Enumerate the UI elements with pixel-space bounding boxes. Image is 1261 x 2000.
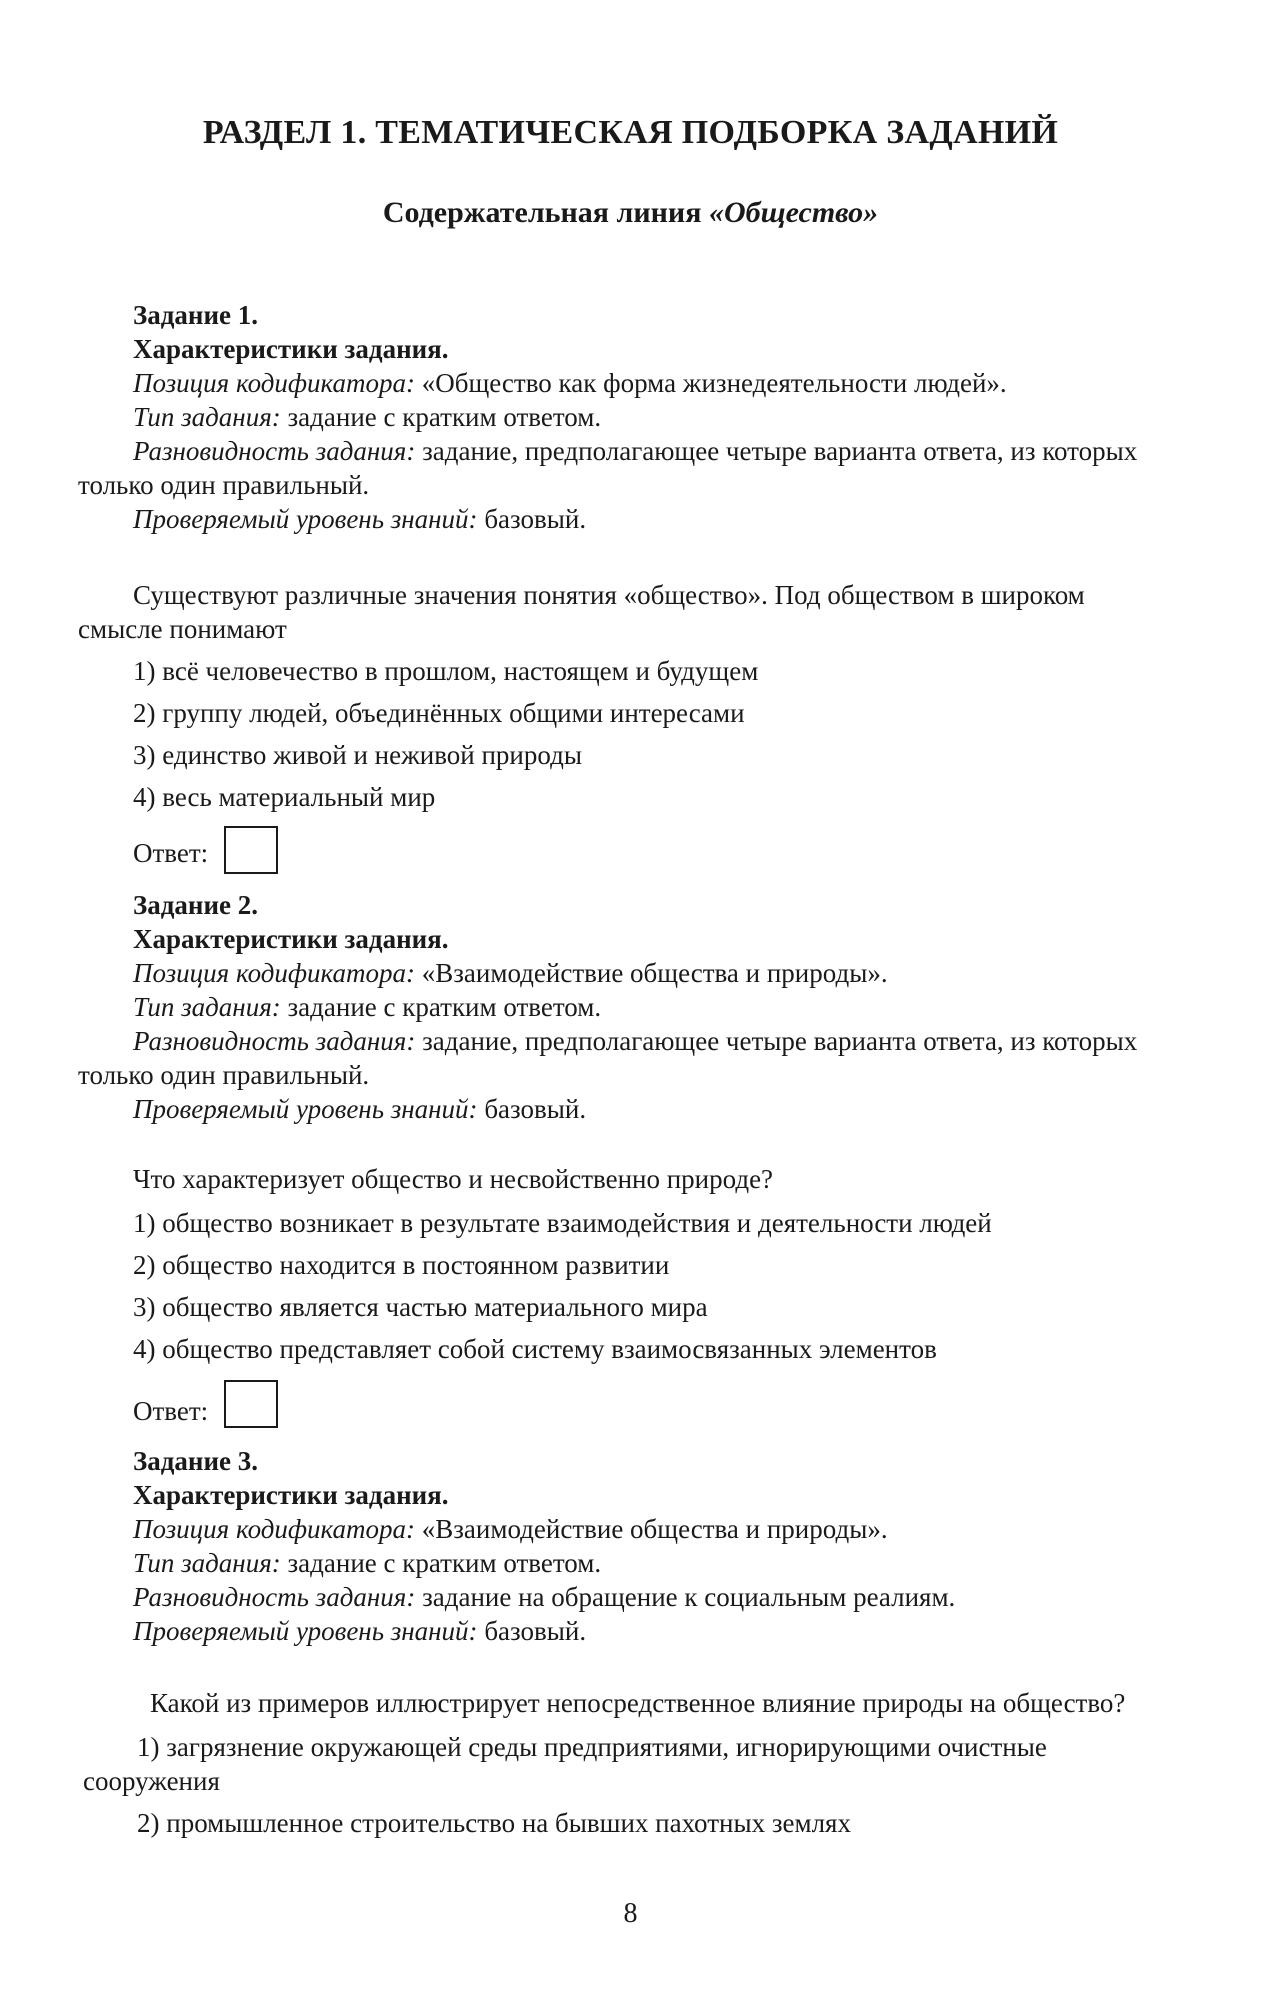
task-3-heading: Задание 3.: [133, 1446, 259, 1476]
level-label: Проверяемый уровень знаний:: [133, 504, 478, 534]
type-label: Тип задания:: [133, 402, 281, 432]
task-2-characteristics-label: Характеристики задания.: [133, 924, 449, 954]
task-2-question: Что характеризует общество и несвойственно природе?: [133, 1164, 774, 1194]
task-2-option-2: 2) общество находится в постоянном развитии: [133, 1250, 670, 1280]
task-1-level: [133, 506, 586, 533]
task-3-characteristics-label: Характеристики задания.: [133, 1480, 449, 1510]
variety-value: задание, предполагающее четыре варианта ответа, из которых: [422, 1026, 1138, 1056]
subtitle-prefix: Содержательная линия: [382, 196, 709, 229]
variety-label: Разновидность задания:: [133, 436, 416, 466]
task-2-variety-cont: только один правильный.: [78, 1060, 370, 1090]
task-2-type: [133, 994, 601, 1021]
codifier-value: «Взаимодействие общества и природы».: [421, 1514, 888, 1544]
codifier-value: «Общество как форма жизнедеятельности людей».: [421, 368, 1007, 398]
codifier-label: Позиция кодификатора:: [133, 368, 415, 398]
variety-label: Разновидность задания:: [133, 1582, 416, 1612]
task-1-answer-label: Ответ:: [133, 838, 209, 868]
type-value: задание с кратким ответом.: [287, 992, 602, 1022]
variety-label: Разновидность задания:: [133, 1026, 416, 1056]
task-1-characteristics-label: Характеристики задания.: [133, 334, 449, 364]
task-2-variety: [133, 1028, 1137, 1055]
task-1-question-cont: смысле понимают: [78, 614, 287, 644]
task-1-type: [133, 404, 601, 431]
level-value: базовый.: [484, 504, 587, 534]
codifier-value: «Взаимодействие общества и природы».: [421, 958, 888, 988]
task-2-answer-label: Ответ:: [133, 1396, 209, 1426]
task-1-variety-cont: только один правильный.: [78, 470, 370, 500]
task-2-level: [133, 1096, 586, 1123]
level-label: Проверяемый уровень знаний:: [133, 1094, 478, 1124]
page-number: 8: [623, 1898, 638, 1929]
codifier-label: Позиция кодификатора:: [133, 1514, 415, 1544]
type-value: задание с кратким ответом.: [287, 402, 602, 432]
type-label: Тип задания:: [133, 1548, 281, 1578]
task-2-codifier: [133, 960, 888, 987]
task-3-question: Какой из примеров иллюстрирует непосредственное влияние природы на общество?: [150, 1688, 1126, 1718]
task-3-level: [133, 1618, 586, 1645]
task-1-option-1: 1) всё человечество в прошлом, настоящем и будущем: [133, 656, 759, 686]
task-3-option-1-cont: сооружения: [83, 1766, 220, 1796]
task-1-question: Существуют различные значения понятия «общество». Под обществом в широком: [133, 580, 1085, 610]
task-1-option-3: 3) единство живой и неживой природы: [133, 740, 582, 770]
content-line-subtitle: [0, 198, 1261, 228]
type-label: Тип задания:: [133, 992, 281, 1022]
type-value: задание с кратким ответом.: [287, 1548, 602, 1578]
task-2-option-4: 4) общество представляет собой систему взаимосвязанных элементов: [133, 1334, 937, 1364]
subtitle-emphasis: «Общество»: [708, 196, 879, 229]
variety-value: задание, предполагающее четыре варианта ответа, из которых: [422, 436, 1138, 466]
task-3-option-1: 1) загрязнение окружающей среды предприятиями, игнорирующими очистные: [137, 1732, 1047, 1762]
task-3-variety: [133, 1584, 955, 1611]
task-1-variety: [133, 438, 1137, 465]
codifier-label: Позиция кодификатора:: [133, 958, 415, 988]
task-2-answer-box[interactable]: [224, 1380, 278, 1428]
task-1-option-2: 2) группу людей, объединённых общими интересами: [133, 698, 745, 728]
task-2-option-3: 3) общество является частью материального мира: [133, 1292, 708, 1322]
level-value: базовый.: [484, 1616, 587, 1646]
task-3-option-2: 2) промышленное строительство на бывших пахотных землях: [137, 1808, 851, 1838]
task-1-codifier: [133, 370, 1007, 397]
level-value: базовый.: [484, 1094, 587, 1124]
task-3-codifier: [133, 1516, 888, 1543]
task-1-answer-box[interactable]: [224, 826, 278, 874]
task-1-option-4: 4) весь материальный мир: [133, 782, 436, 812]
task-2-heading: Задание 2.: [133, 890, 259, 920]
task-1-heading: Задание 1.: [133, 300, 259, 330]
task-3-type: [133, 1550, 601, 1577]
level-label: Проверяемый уровень знаний:: [133, 1616, 478, 1646]
section-title: РАЗДЕЛ 1. ТЕМАТИЧЕСКАЯ ПОДБОРКА ЗАДАНИЙ: [202, 114, 1059, 151]
task-2-option-1: 1) общество возникает в результате взаимодействия и деятельности людей: [133, 1208, 992, 1238]
variety-value: задание на обращение к социальным реалиям.: [422, 1582, 956, 1612]
